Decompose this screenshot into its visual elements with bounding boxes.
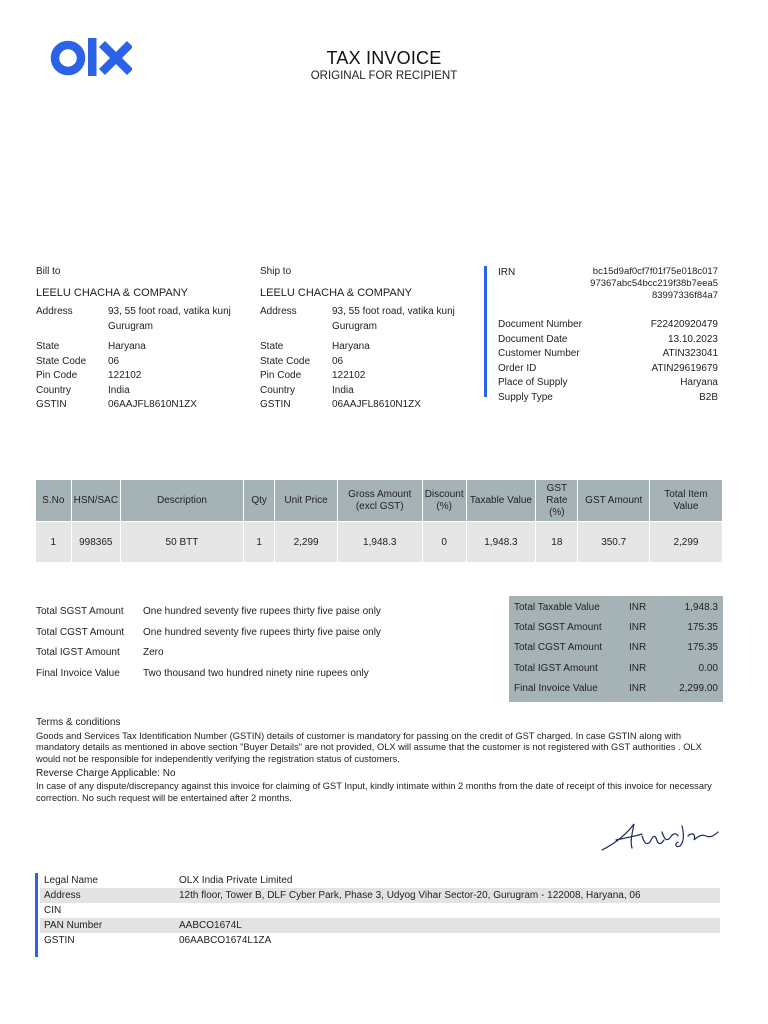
legal-value: 06AABCO1674L1ZA	[179, 935, 272, 946]
table-cell: 1	[243, 522, 274, 563]
table-row	[36, 522, 723, 563]
totals-amount: 175.35	[687, 642, 718, 654]
ship-to-state-row	[260, 340, 470, 355]
totals-label: Final Invoice Value	[514, 683, 598, 695]
totals-row	[509, 658, 723, 678]
totals-currency: INR	[629, 662, 647, 674]
place-of-supply-row	[498, 376, 718, 391]
legal-label: GSTIN	[44, 935, 75, 946]
field-label: Order ID	[498, 362, 537, 374]
bill-to-country-row	[36, 384, 246, 399]
table-cell: 50 BTT	[121, 522, 244, 563]
totals-amount: 1,948.3	[684, 601, 718, 613]
address-line: Gurugram	[332, 320, 378, 332]
column-header: Discount (%)	[422, 480, 466, 522]
table-cell: 1	[36, 522, 72, 563]
totals-label: Total Taxable Value	[514, 601, 600, 613]
field-value: 06	[332, 355, 344, 367]
words-value: One hundred seventy five rupees thirty five paise only	[143, 606, 381, 617]
ship-to-heading: Ship to	[260, 266, 292, 277]
field-label: Supply Type	[498, 391, 553, 403]
legal-value: 12th floor, Tower B, DLF Cyber Park, Phase 3, Udyog Vihar Sector-20, Gurugram - 122008, Haryana, 06	[179, 890, 641, 901]
totals-currency: INR	[629, 601, 647, 613]
irn-line: 97367abc54bcc219f38b7eea5	[590, 278, 718, 289]
words-value: Two thousand two hundred ninety nine rupees only	[143, 667, 369, 679]
bill-to-state-row	[36, 340, 246, 355]
field-label: State	[36, 341, 60, 352]
terms-section	[36, 717, 726, 806]
customer-number-row	[498, 347, 718, 362]
legal-label: Legal Name	[44, 875, 98, 886]
field-value: 122102	[108, 370, 142, 381]
terms-dispute-text: In case of any dispute/discrepancy against this invoice for claiming of GST Input, kindly intimate within 2 months from the date of receipt of this invoice for necessary correction. No such request will be entertained after 2 months.	[36, 780, 712, 803]
document-number-row	[498, 318, 718, 333]
words-label: Total SGST Amount	[36, 606, 124, 617]
field-value: Haryana	[332, 341, 370, 352]
column-header: Gross Amount (excl GST)	[337, 480, 422, 522]
ship-to-section	[260, 266, 470, 413]
table-cell: 1,948.3	[466, 522, 536, 563]
bill-to-gstin-row	[36, 398, 246, 413]
totals-summary-box	[509, 596, 723, 702]
totals-row	[509, 638, 723, 658]
table-cell: 350.7	[578, 522, 649, 563]
totals-row	[509, 679, 723, 699]
field-value: 06AAJFL8610N1ZX	[108, 399, 197, 410]
field-value: F22420920479	[650, 319, 718, 330]
totals-amount: 175.35	[687, 622, 718, 634]
bill-to-state-code-row	[36, 355, 246, 370]
column-header: Total Item Value	[649, 480, 722, 522]
legal-row	[40, 888, 720, 903]
column-header: GST Amount	[578, 480, 649, 522]
table-cell: 1,948.3	[337, 522, 422, 563]
irn-label: IRN	[498, 267, 516, 278]
items-table	[35, 479, 723, 563]
words-label: Total CGST Amount	[36, 626, 125, 638]
totals-row	[509, 597, 723, 617]
legal-row	[40, 933, 720, 948]
document-date-row	[498, 333, 718, 348]
field-label: Customer Number	[498, 348, 580, 360]
amounts-in-words-section	[36, 602, 496, 684]
irn-value	[568, 266, 718, 302]
terms-gstin-text: Goods and Services Tax Identification Number (GSTIN) details of customer is mandatory for passing on the credit of GST charged. In case GSTIN along with mandatory details as mentioned in above section "Buyer Details" are not provided, OLX will assume that the customer is not registered with GST authorities . OLX would not be responsible for independently verifying the registration status of customers.	[36, 730, 702, 764]
page-subtitle: ORIGINAL FOR RECIPIENT	[310, 70, 458, 82]
table-cell: 2,299	[649, 522, 722, 563]
field-value: 06AAJFL8610N1ZX	[332, 399, 421, 410]
field-value: Haryana	[108, 341, 146, 352]
address-line: 93, 55 foot road, vatika kunj	[108, 306, 231, 317]
field-label: Country	[36, 384, 72, 396]
totals-currency: INR	[629, 622, 647, 634]
reverse-charge-text: Reverse Charge Applicable: No	[36, 768, 176, 780]
field-label: State Code	[36, 355, 87, 367]
page-title: TAX INVOICE	[326, 48, 442, 68]
field-label: Place of Supply	[498, 377, 568, 389]
ship-to-state-code-row	[260, 355, 470, 370]
column-header: Description	[121, 480, 244, 522]
table-cell: 18	[536, 522, 578, 563]
column-header: S.No	[36, 480, 72, 522]
table-cell: 998365	[71, 522, 120, 563]
bill-to-section	[36, 266, 246, 413]
words-label: Final Invoice Value	[36, 667, 120, 679]
legal-label: PAN Number	[44, 920, 103, 931]
field-label: Address	[36, 306, 73, 317]
irn-line: bc15d9af0cf7f01f75e018c017	[592, 266, 718, 277]
terms-title: Terms & conditions	[36, 717, 121, 728]
legal-row	[40, 903, 720, 918]
legal-label: CIN	[44, 905, 62, 916]
invoice-meta-section	[498, 266, 718, 406]
table-cell: 2,299	[275, 522, 337, 563]
field-label: Document Date	[498, 333, 568, 345]
signature-icon	[598, 812, 723, 860]
field-value: 13.10.2023	[667, 333, 718, 345]
legal-label: Address	[44, 890, 81, 901]
ship-to-name: LEELU CHACHA & COMPANY	[260, 287, 413, 299]
column-header: GST Rate (%)	[536, 480, 578, 522]
field-value	[108, 305, 246, 334]
field-value: India	[332, 384, 354, 396]
bill-to-pin-code-row	[36, 369, 246, 384]
legal-row	[40, 918, 720, 933]
words-row	[36, 643, 496, 664]
table-cell: 0	[422, 522, 466, 563]
supply-type-row	[498, 391, 718, 406]
ship-to-country-row	[260, 384, 470, 399]
column-header: Qty	[243, 480, 274, 522]
bill-to-heading: Bill to	[36, 266, 61, 277]
field-value: B2B	[699, 391, 718, 403]
column-header: HSN/SAC	[71, 480, 120, 522]
words-value: Zero	[143, 647, 164, 658]
words-row	[36, 602, 496, 623]
field-label: Pin Code	[36, 370, 78, 381]
irn-line: 83997336f84a7	[651, 290, 718, 301]
field-label: GSTIN	[36, 399, 67, 410]
legal-accent-bar	[35, 873, 38, 957]
words-row	[36, 623, 496, 644]
bill-to-name: LEELU CHACHA & COMPANY	[36, 287, 189, 299]
field-value: 122102	[332, 370, 366, 381]
table-header-row	[36, 480, 723, 522]
totals-label: Total CGST Amount	[514, 642, 603, 654]
column-header: Unit Price	[275, 480, 337, 522]
totals-currency: INR	[629, 642, 647, 654]
irn-row	[498, 266, 718, 302]
ship-to-address-row	[260, 305, 470, 334]
address-line: 93, 55 foot road, vatika kunj	[332, 306, 455, 317]
field-label: State Code	[260, 355, 311, 367]
field-value: Haryana	[680, 377, 718, 389]
totals-row	[509, 617, 723, 637]
irn-accent-bar	[484, 266, 487, 397]
field-label: GSTIN	[260, 399, 291, 410]
ship-to-gstin-row	[260, 398, 470, 413]
totals-label: Total SGST Amount	[514, 622, 602, 634]
address-line: Gurugram	[108, 320, 154, 332]
field-label: Address	[260, 306, 297, 317]
totals-amount: 2,299.00	[679, 683, 718, 695]
field-label: State	[260, 341, 284, 352]
legal-value: AABCO1674L	[179, 920, 242, 931]
legal-value: OLX India Private Limited	[179, 875, 293, 886]
column-header: Taxable Value	[466, 480, 536, 522]
field-value: ATIN29619679	[651, 362, 718, 374]
totals-amount: 0.00	[698, 662, 718, 674]
totals-label: Total IGST Amount	[514, 662, 598, 674]
field-value	[332, 305, 470, 334]
totals-currency: INR	[629, 683, 647, 695]
signature	[598, 812, 723, 865]
field-label: Country	[260, 384, 296, 396]
bill-to-address-row	[36, 305, 246, 334]
legal-details-section	[40, 873, 720, 948]
field-value: ATIN323041	[662, 348, 718, 360]
ship-to-pin-code-row	[260, 369, 470, 384]
field-label: Pin Code	[260, 370, 302, 381]
field-label: Document Number	[498, 319, 582, 330]
order-id-row	[498, 362, 718, 377]
legal-row	[40, 873, 720, 888]
field-value: India	[108, 384, 130, 396]
words-row	[36, 664, 496, 685]
words-value: One hundred seventy five rupees thirty five paise only	[143, 626, 381, 638]
words-label: Total IGST Amount	[36, 647, 120, 658]
field-value: 06	[108, 355, 120, 367]
